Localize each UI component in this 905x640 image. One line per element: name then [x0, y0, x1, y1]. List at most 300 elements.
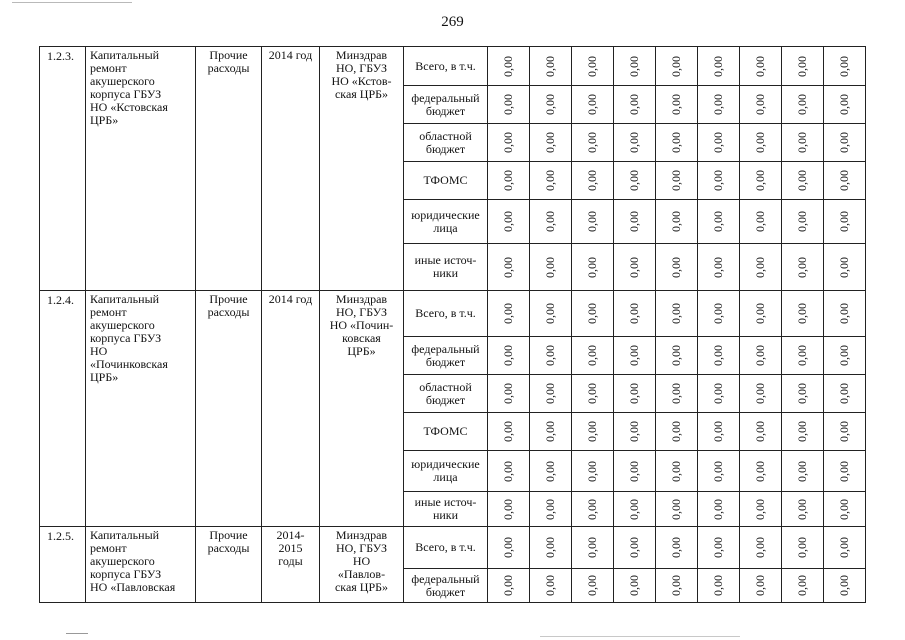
amount-cell — [488, 413, 530, 451]
amount-value: 0,00 — [669, 303, 683, 324]
amount-cell — [572, 200, 614, 244]
amount-value: 0,00 — [795, 575, 809, 596]
amount-value: 0,00 — [753, 303, 767, 324]
amount-cell — [488, 291, 530, 337]
amount-cell — [530, 413, 572, 451]
amount-cell — [488, 244, 530, 291]
amount-value: 0,00 — [627, 303, 641, 324]
amount-value: 0,00 — [585, 383, 599, 404]
amount-value: 0,00 — [669, 383, 683, 404]
amount-cell — [656, 375, 698, 413]
funding-source-label: юридические лица — [411, 457, 480, 484]
amount-value: 0,00 — [837, 537, 851, 558]
amount-cell — [614, 47, 656, 86]
amount-cell — [572, 162, 614, 200]
amount-value: 0,00 — [627, 460, 641, 482]
funding-source-label: иные источ- ники — [414, 495, 477, 522]
amount-cell — [782, 337, 824, 375]
amount-cell — [572, 244, 614, 291]
amount-cell — [824, 527, 866, 569]
period-text: 2014- 2015 годы — [276, 528, 305, 568]
amount-value: 0,00 — [711, 170, 725, 191]
amount-cell — [824, 291, 866, 337]
amount-value: 0,00 — [795, 460, 809, 482]
funding-source-label: ТФОМС — [423, 173, 468, 187]
amount-value: 0,00 — [585, 421, 599, 442]
expense-type — [196, 527, 262, 603]
amount-value: 0,00 — [669, 421, 683, 442]
amount-cell — [698, 47, 740, 86]
amount-cell — [698, 413, 740, 451]
amount-value: 0,00 — [753, 55, 767, 77]
amount-value: 0,00 — [711, 345, 725, 366]
amount-cell — [656, 124, 698, 162]
scan-artifact-top — [12, 2, 132, 3]
amount-value: 0,00 — [543, 537, 557, 558]
table-row — [40, 527, 866, 569]
amount-cell — [656, 291, 698, 337]
amount-cell — [614, 200, 656, 244]
amount-cell — [656, 569, 698, 603]
amount-cell — [824, 47, 866, 86]
funding-source — [404, 451, 488, 492]
item-name — [86, 291, 196, 527]
amount-cell — [614, 162, 656, 200]
executor — [320, 47, 404, 291]
amount-value: 0,00 — [753, 383, 767, 404]
amount-cell — [782, 162, 824, 200]
amount-value: 0,00 — [585, 575, 599, 596]
amount-cell — [530, 47, 572, 86]
amount-cell — [572, 124, 614, 162]
amount-cell — [740, 492, 782, 527]
amount-cell — [698, 124, 740, 162]
amount-cell — [698, 162, 740, 200]
amount-value: 0,00 — [669, 170, 683, 191]
amount-cell — [698, 492, 740, 527]
amount-value: 0,00 — [837, 256, 851, 278]
amount-value: 0,00 — [585, 170, 599, 191]
period — [262, 47, 320, 291]
executor-text: Минздрав НО, ГБУЗ НО «Почин- ковская ЦРБ» — [329, 292, 394, 358]
amount-value: 0,00 — [795, 383, 809, 404]
amount-value: 0,00 — [711, 383, 725, 404]
amount-cell — [572, 291, 614, 337]
amount-value: 0,00 — [585, 55, 599, 77]
amount-value: 0,00 — [627, 383, 641, 404]
amount-cell — [614, 375, 656, 413]
amount-value: 0,00 — [669, 94, 683, 115]
amount-cell — [740, 569, 782, 603]
amount-cell — [530, 569, 572, 603]
amount-value: 0,00 — [669, 460, 683, 482]
amount-cell — [698, 244, 740, 291]
amount-cell — [824, 451, 866, 492]
amount-value: 0,00 — [711, 94, 725, 115]
amount-value: 0,00 — [669, 211, 683, 232]
expense-type-text: Прочие расходы — [207, 48, 250, 75]
funding-source — [404, 527, 488, 569]
amount-value: 0,00 — [543, 256, 557, 278]
amount-cell — [656, 451, 698, 492]
amount-cell — [824, 492, 866, 527]
scan-artifact-bottom — [540, 636, 740, 637]
amount-value: 0,00 — [501, 345, 515, 366]
funding-source-label: областной бюджет — [419, 379, 472, 407]
amount-value: 0,00 — [627, 498, 641, 520]
amount-cell — [656, 337, 698, 375]
amount-value: 0,00 — [837, 460, 851, 482]
period — [262, 291, 320, 527]
amount-value: 0,00 — [669, 55, 683, 77]
amount-value: 0,00 — [543, 303, 557, 324]
amount-cell — [614, 492, 656, 527]
amount-cell — [656, 86, 698, 124]
amount-value: 0,00 — [669, 345, 683, 366]
funding-source — [404, 124, 488, 162]
amount-cell — [782, 413, 824, 451]
amount-value: 0,00 — [627, 94, 641, 115]
amount-value: 0,00 — [795, 55, 809, 77]
amount-value: 0,00 — [711, 460, 725, 482]
amount-value: 0,00 — [501, 575, 515, 596]
amount-value: 0,00 — [627, 132, 641, 153]
amount-value: 0,00 — [837, 498, 851, 520]
amount-value: 0,00 — [501, 303, 515, 324]
amount-cell — [614, 569, 656, 603]
amount-value: 0,00 — [585, 303, 599, 324]
amount-value: 0,00 — [543, 170, 557, 191]
funding-source-label: Всего, в т.ч. — [415, 58, 476, 73]
amount-cell — [572, 337, 614, 375]
amount-value: 0,00 — [837, 575, 851, 596]
amount-cell — [740, 337, 782, 375]
amount-value: 0,00 — [753, 498, 767, 520]
amount-value: 0,00 — [711, 575, 725, 596]
amount-cell — [824, 244, 866, 291]
funding-source — [404, 244, 488, 291]
funding-source — [404, 337, 488, 375]
amount-value: 0,00 — [837, 303, 851, 324]
amount-value: 0,00 — [837, 170, 851, 191]
amount-cell — [824, 162, 866, 200]
amount-cell — [698, 527, 740, 569]
item-number-text: 1.2.3. — [47, 49, 74, 63]
amount-cell — [782, 200, 824, 244]
amount-value: 0,00 — [753, 132, 767, 153]
item-number — [40, 291, 86, 527]
amount-cell — [656, 162, 698, 200]
amount-cell — [740, 162, 782, 200]
amount-value: 0,00 — [795, 421, 809, 442]
amount-cell — [740, 527, 782, 569]
amount-cell — [614, 413, 656, 451]
amount-cell — [572, 413, 614, 451]
amount-value: 0,00 — [585, 460, 599, 482]
amount-cell — [572, 86, 614, 124]
amount-value: 0,00 — [753, 575, 767, 596]
amount-cell — [614, 451, 656, 492]
amount-value: 0,00 — [627, 256, 641, 278]
amount-value: 0,00 — [543, 345, 557, 366]
item-number — [40, 527, 86, 603]
amount-cell — [824, 375, 866, 413]
amount-cell — [782, 124, 824, 162]
table-row — [40, 291, 866, 337]
amount-value: 0,00 — [627, 345, 641, 366]
amount-value: 0,00 — [711, 211, 725, 232]
amount-value: 0,00 — [585, 256, 599, 278]
expense-type — [196, 47, 262, 291]
amount-cell — [488, 451, 530, 492]
amount-cell — [530, 244, 572, 291]
amount-value: 0,00 — [795, 303, 809, 324]
funding-source-label: федеральный бюджет — [411, 571, 480, 599]
amount-cell — [656, 47, 698, 86]
funding-source-label: Всего, в т.ч. — [415, 540, 476, 554]
amount-cell — [656, 527, 698, 569]
amount-cell — [698, 375, 740, 413]
expense-type — [196, 291, 262, 527]
executor — [320, 527, 404, 603]
amount-value: 0,00 — [501, 537, 515, 558]
amount-value: 0,00 — [711, 421, 725, 442]
amount-cell — [782, 47, 824, 86]
amount-cell — [740, 451, 782, 492]
item-name-text: Капитальный ремонт акушерского корпуса ГБУЗ НО «Кстовская ЦРБ» — [90, 48, 168, 127]
amount-cell — [488, 86, 530, 124]
expense-type-text: Прочие расходы — [207, 528, 250, 555]
amount-value: 0,00 — [543, 575, 557, 596]
amount-cell — [530, 86, 572, 124]
amount-cell — [740, 86, 782, 124]
amount-value: 0,00 — [543, 55, 557, 77]
amount-cell — [488, 375, 530, 413]
executor — [320, 291, 404, 527]
amount-cell — [572, 47, 614, 86]
amount-value: 0,00 — [543, 94, 557, 115]
item-name-text: Капитальный ремонт акушерского корпуса ГБУЗ НО «Починковская ЦРБ» — [90, 292, 168, 384]
funding-source-label: ТФОМС — [423, 424, 468, 438]
amount-value: 0,00 — [837, 345, 851, 366]
amount-value: 0,00 — [627, 170, 641, 191]
amount-cell — [656, 200, 698, 244]
amount-cell — [740, 413, 782, 451]
amount-cell — [530, 337, 572, 375]
amount-value: 0,00 — [669, 575, 683, 596]
item-number-text: 1.2.5. — [47, 529, 74, 543]
amount-cell — [824, 86, 866, 124]
amount-value: 0,00 — [501, 460, 515, 482]
amount-value: 0,00 — [795, 498, 809, 520]
period-text: 2014 год — [268, 48, 313, 62]
amount-value: 0,00 — [501, 421, 515, 442]
amount-value: 0,00 — [585, 211, 599, 232]
funding-source-label: федеральный бюджет — [411, 90, 480, 118]
amount-value: 0,00 — [501, 94, 515, 115]
funding-source-label: юридические лица — [411, 207, 480, 235]
amount-value: 0,00 — [627, 537, 641, 558]
amount-cell — [656, 244, 698, 291]
funding-source — [404, 569, 488, 603]
amount-value: 0,00 — [753, 345, 767, 366]
amount-cell — [698, 86, 740, 124]
amount-cell — [614, 244, 656, 291]
amount-value: 0,00 — [627, 421, 641, 442]
amount-cell — [782, 86, 824, 124]
amount-value: 0,00 — [753, 94, 767, 115]
funding-source — [404, 375, 488, 413]
amount-value: 0,00 — [753, 421, 767, 442]
amount-cell — [698, 337, 740, 375]
amount-cell — [698, 200, 740, 244]
amount-cell — [572, 569, 614, 603]
amount-value: 0,00 — [669, 132, 683, 153]
amount-value: 0,00 — [837, 94, 851, 115]
funding-source — [404, 291, 488, 337]
amount-value: 0,00 — [585, 94, 599, 115]
amount-value: 0,00 — [795, 170, 809, 191]
budget-table — [39, 46, 866, 603]
amount-value: 0,00 — [795, 345, 809, 366]
amount-value: 0,00 — [837, 55, 851, 77]
amount-cell — [824, 337, 866, 375]
amount-value: 0,00 — [837, 421, 851, 442]
amount-cell — [488, 124, 530, 162]
amount-value: 0,00 — [753, 170, 767, 191]
executor-text: Минздрав НО, ГБУЗ НО «Павлов- ская ЦРБ» — [334, 528, 389, 594]
amount-value: 0,00 — [669, 537, 683, 558]
amount-cell — [530, 162, 572, 200]
amount-value: 0,00 — [711, 55, 725, 77]
amount-cell — [740, 375, 782, 413]
funding-source — [404, 492, 488, 527]
funding-source — [404, 86, 488, 124]
amount-value: 0,00 — [711, 256, 725, 278]
executor-text: Минздрав НО, ГБУЗ НО «Кстов- ская ЦРБ» — [331, 48, 392, 101]
amount-value: 0,00 — [669, 498, 683, 520]
amount-value: 0,00 — [543, 498, 557, 520]
amount-cell — [572, 451, 614, 492]
amount-cell — [740, 200, 782, 244]
amount-cell — [782, 527, 824, 569]
amount-value: 0,00 — [753, 460, 767, 482]
amount-cell — [488, 569, 530, 603]
table-row — [40, 47, 866, 86]
amount-value: 0,00 — [795, 132, 809, 153]
amount-cell — [530, 124, 572, 162]
amount-cell — [530, 527, 572, 569]
amount-cell — [572, 527, 614, 569]
amount-cell — [824, 569, 866, 603]
amount-value: 0,00 — [753, 256, 767, 278]
amount-cell — [656, 413, 698, 451]
amount-value: 0,00 — [837, 211, 851, 232]
amount-cell — [740, 244, 782, 291]
amount-cell — [488, 527, 530, 569]
item-number-text: 1.2.4. — [47, 293, 74, 307]
amount-value: 0,00 — [585, 498, 599, 520]
item-name-text: Капитальный ремонт акушерского корпуса ГБУЗ НО «Павловская — [90, 528, 176, 594]
item-number — [40, 47, 86, 291]
amount-cell — [614, 124, 656, 162]
period — [262, 527, 320, 603]
amount-cell — [488, 47, 530, 86]
amount-cell — [530, 375, 572, 413]
amount-value: 0,00 — [795, 537, 809, 558]
item-name — [86, 47, 196, 291]
amount-cell — [488, 162, 530, 200]
amount-value: 0,00 — [543, 132, 557, 153]
amount-value: 0,00 — [711, 132, 725, 153]
amount-value: 0,00 — [543, 211, 557, 232]
amount-cell — [698, 451, 740, 492]
amount-cell — [824, 124, 866, 162]
amount-value: 0,00 — [711, 537, 725, 558]
amount-cell — [740, 47, 782, 86]
amount-value: 0,00 — [627, 575, 641, 596]
funding-source-label: областной бюджет — [419, 128, 472, 156]
amount-cell — [824, 413, 866, 451]
amount-cell — [572, 492, 614, 527]
amount-cell — [614, 527, 656, 569]
amount-value: 0,00 — [837, 132, 851, 153]
funding-source — [404, 47, 488, 86]
amount-value: 0,00 — [585, 537, 599, 558]
amount-value: 0,00 — [627, 211, 641, 232]
amount-cell — [740, 124, 782, 162]
amount-cell — [782, 569, 824, 603]
amount-cell — [488, 337, 530, 375]
amount-cell — [782, 492, 824, 527]
amount-cell — [614, 86, 656, 124]
funding-source-label: Всего, в т.ч. — [415, 306, 476, 320]
item-name — [86, 527, 196, 603]
amount-value: 0,00 — [837, 383, 851, 404]
amount-value: 0,00 — [543, 460, 557, 482]
amount-cell — [740, 291, 782, 337]
amount-cell — [782, 291, 824, 337]
amount-value: 0,00 — [753, 537, 767, 558]
amount-cell — [530, 492, 572, 527]
scan-artifact-dash — [66, 633, 88, 634]
amount-value: 0,00 — [501, 170, 515, 191]
amount-value: 0,00 — [627, 55, 641, 77]
amount-value: 0,00 — [501, 132, 515, 153]
amount-value: 0,00 — [543, 421, 557, 442]
amount-value: 0,00 — [669, 256, 683, 278]
funding-source — [404, 162, 488, 200]
period-text: 2014 год — [268, 292, 313, 306]
amount-cell — [782, 375, 824, 413]
amount-value: 0,00 — [795, 256, 809, 278]
amount-cell — [488, 200, 530, 244]
amount-value: 0,00 — [795, 94, 809, 115]
funding-source — [404, 413, 488, 451]
amount-value: 0,00 — [501, 256, 515, 278]
funding-source-label: иные источ- ники — [414, 253, 477, 280]
funding-source — [404, 200, 488, 244]
amount-value: 0,00 — [711, 498, 725, 520]
table-body — [40, 47, 866, 603]
amount-cell — [530, 200, 572, 244]
amount-cell — [698, 569, 740, 603]
amount-cell — [488, 492, 530, 527]
amount-value: 0,00 — [585, 132, 599, 153]
expense-type-text: Прочие расходы — [207, 292, 250, 319]
amount-cell — [656, 492, 698, 527]
amount-cell — [530, 291, 572, 337]
